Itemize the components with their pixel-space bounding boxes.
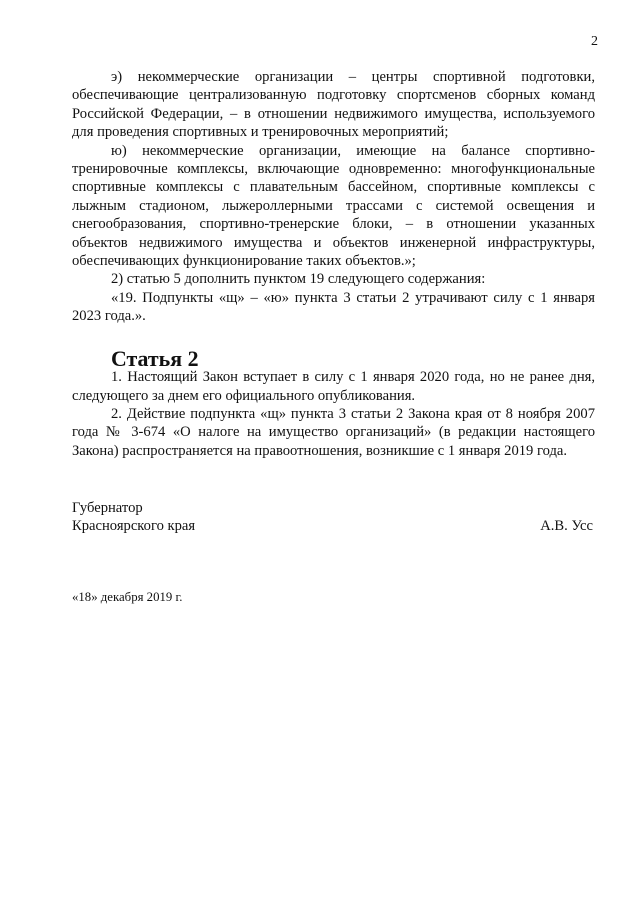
document-date: «18» декабря 2019 г. <box>72 590 183 604</box>
article-heading: Статья 2 <box>111 345 199 371</box>
article-paragraph-1: 1. Настоящий Закон вступает в силу с 1 января 2020 года, но не ранее дня, следующего за днем его официального опубликования. <box>72 369 595 404</box>
paragraph-point-19: «19. Подпункты «щ» – «ю» пункта 3 статьи 2 утрачивают силу с 1 января 2023 года.». <box>72 289 595 325</box>
paragraph-item-e: э) некоммерческие организации – центры спортивной подготовки, обеспечивающие централизованную подготовку спортсменов сборных команд Российской Федерации, – в отношении недвижимого имущества, используемого для проведения спортивных и тренировочных мероприятий; <box>72 69 595 141</box>
signatory-title-line2: Красноярского края <box>72 518 196 535</box>
paragraph-amendment-article-5: 2) статью 5 дополнить пунктом 19 следующего содержания: <box>111 271 486 288</box>
signature-block <box>72 499 595 536</box>
article-paragraph-2: 2. Действие подпункта «щ» пункта 3 статьи 2 Закона края от 8 ноября 2007 года № 3-674 «О налоге на имущество организаций» (в редакции настоящего Закона) распространяется на правоотношения, возникшие с 1 января 2019 года. <box>72 405 595 459</box>
document-body <box>72 68 595 460</box>
page-number: 2 <box>591 34 598 49</box>
signatory-name: А.В. Усс <box>540 518 593 535</box>
signatory-title-line1: Губернатор <box>72 500 143 516</box>
paragraph-item-yu: ю) некоммерческие организации, имеющие на балансе спортивно-тренировочные комплексы, включающие одновременно: многофункциональные спортивные комплексы с плавательным бассейном, спортивные комплексы с лыжным стадионом, лыжероллерными трассами с системой освещения и снегообразования, спортивно-тренерские блоки, – в отношении указанных объектов недвижимого имущества и объектов инженерной инфраструктуры, обеспечивающих функционирование таких объектов.»; <box>72 142 595 270</box>
